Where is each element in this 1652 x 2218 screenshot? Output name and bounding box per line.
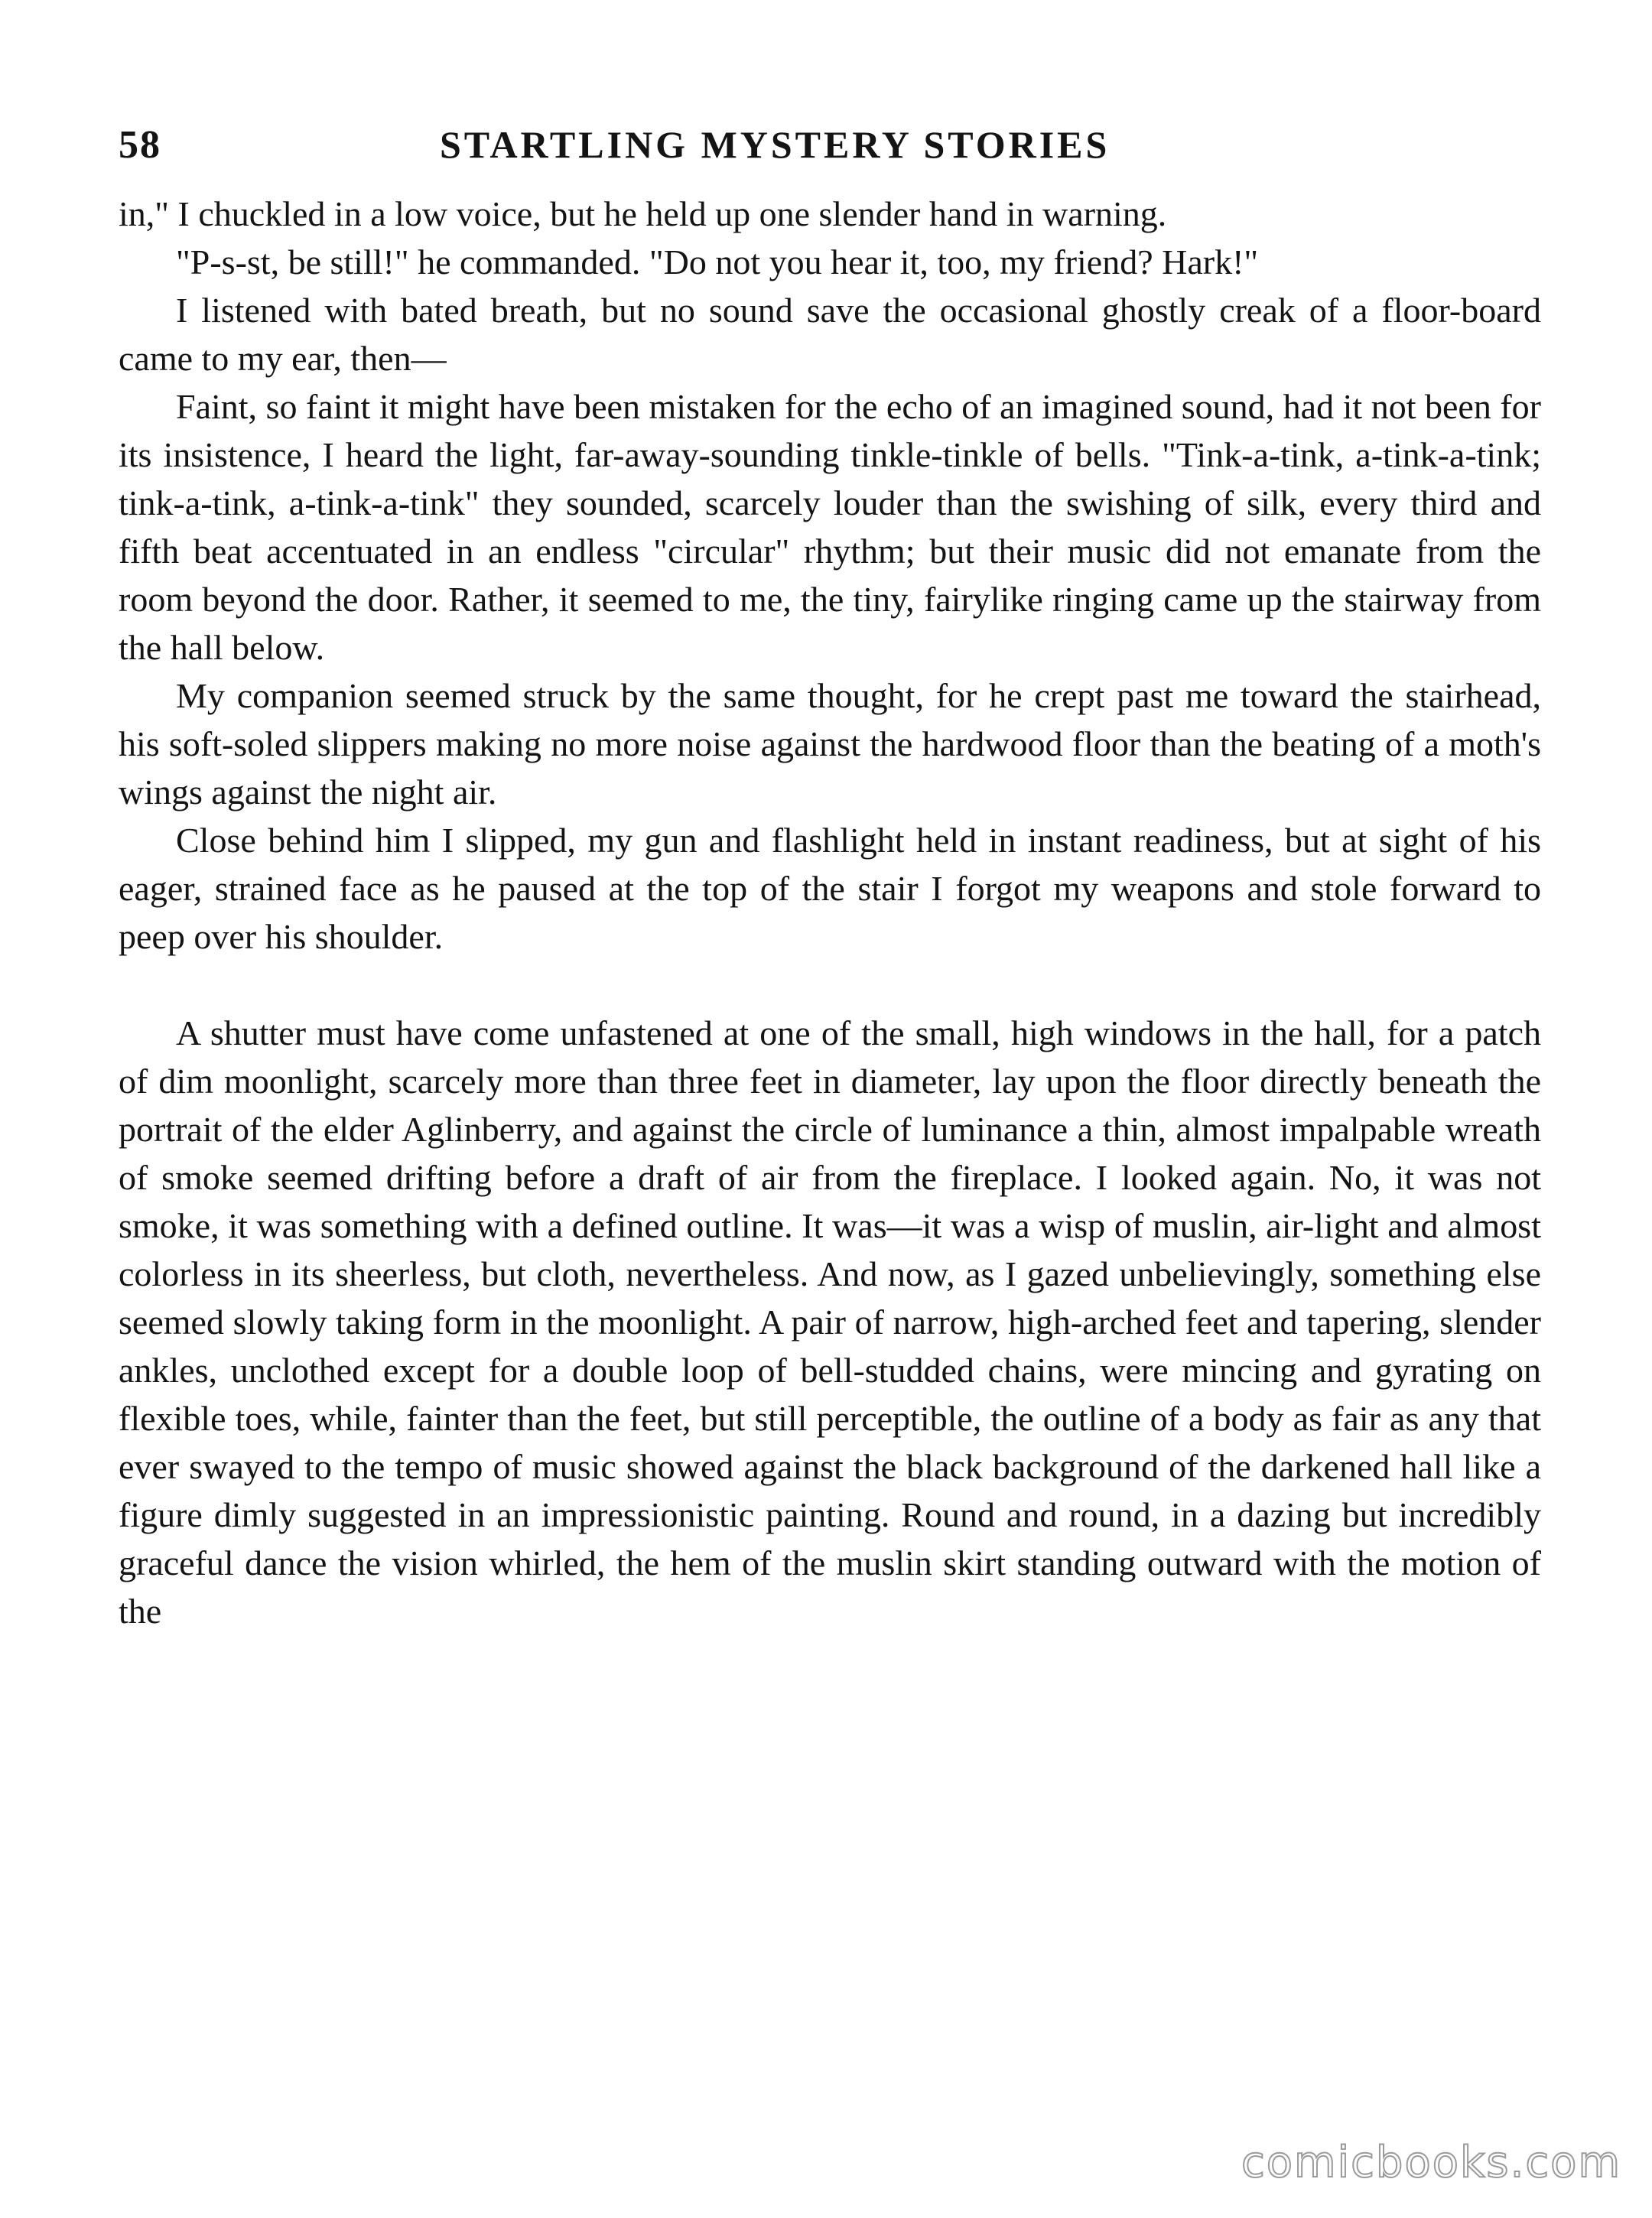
running-head (119, 122, 1541, 184)
book-page (119, 122, 1541, 1635)
paragraph-6: Close behind him I slipped, my gun and flashlight held in instant readiness, but at sight of his eager, strained face as he paused at the top of the stair I forgot my weapons and stole forward to peep over his shoulder. (119, 821, 1541, 956)
page-number: 58 (119, 123, 161, 167)
paragraph-7: A shutter must have come unfastened at one of the small, high windows in the hall, for a patch of dim moonlight, scarcely more than three feet in diameter, lay upon the floor directly beneath the portrait of the elder Aglinberry, and against the circle of luminance a thin, almost impalpable wreath of smoke seemed drifting before a draft of air from the fireplace. I looked again. No, it was not smoke, it was something with a defined outline. It was—it was a wisp of muslin, air-light and almost colorless in its sheerless, but cloth, nevertheless. And now, as I gazed unbelievingly, something else seemed slowly taking form in the moonlight. A pair of narrow, high-arched feet and tapering, slender ankles, unclothed except for a double loop of bell-studded chains, were mincing and gyrating on flexible toes, while, fainter than the feet, but still perceptible, the outline of a body as fair as any that ever swayed to the tempo of music showed against the black background of the darkened hall like a figure dimly suggested in an impressionistic painting. Round and round, in a dazing but incredibly graceful dance the vision whirled, the hem of the muslin skirt standing outward with the motion of the (119, 1013, 1541, 1631)
site-watermark: comicbooks.com (1241, 2138, 1621, 2187)
paragraph-1: in," I chuckled in a low voice, but he held up one slender hand in warning. (119, 194, 1167, 233)
section-break (119, 961, 1541, 1009)
running-title: STARTLING MYSTERY STORIES (440, 123, 1111, 166)
story-text (119, 190, 1541, 1635)
paragraph-4: Faint, so faint it might have been mistaken for the echo of an imagined sound, had it not been for its insistence, I heard the light, far-away-sounding tinkle-tinkle of bells. "Tink-a-tink, a-tink-a-tink; tink-a-tink, a-tink-a-tink" they sounded, scarcely louder than the swishing of silk, every third and fifth beat accentuated in an endless "circular" rhythm; but their music did not emanate from the room beyond the door. Rather, it seemed to me, the tiny, fairylike ringing came up the stairway from the hall below. (119, 387, 1541, 667)
paragraph-2: "P-s-st, be still!" he commanded. "Do not you hear it, too, my friend? Hark!" (176, 242, 1259, 281)
paragraph-3: I listened with bated breath, but no sound save the occasional ghostly creak of a floor-board came to my ear, then— (119, 291, 1541, 378)
paragraph-5: My companion seemed struck by the same thought, for he crept past me toward the stairhead, his soft-soled slippers making no more noise against the hardwood floor than the beating of a moth's wings against the night air. (119, 676, 1541, 811)
